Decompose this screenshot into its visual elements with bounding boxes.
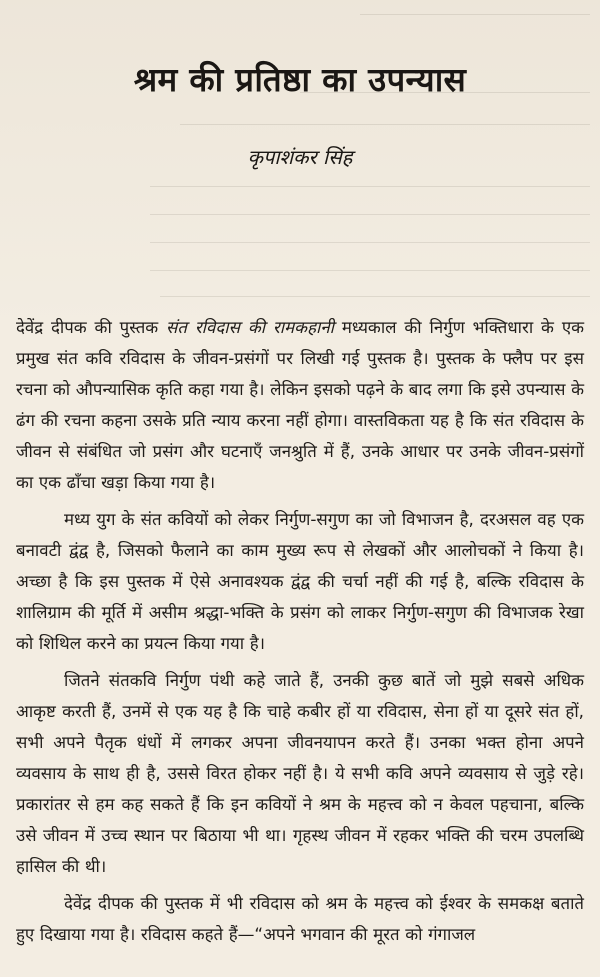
paragraph-3: जितने संतकवि निर्गुण पंथी कहे जाते हैं, उनकी कुछ बातें जो मुझे सबसे अधिक आकृष्ट करती हैं, उनमें से एक यह है कि चाहे कबीर हों या रविदास, सेना हों या दूसरे संत हों, सभी अपने पैतृक धंधों में लगकर अपना जीवनयापन करते हैं। उनका भक्त होना अपने व्यवसाय के साथ ही है, उससे विरत होकर नहीं है। ये सभी कवि अपने व्यवसाय से जुड़े रहे। प्रकारांतर से हम कह सकते हैं कि इन कवियों ने श्रम के महत्त्व को न केवल पहचाना, बल्कि उसे जीवन में उच्च स्थान पर बिठाया भी था। गृहस्थ जीवन में रहकर भक्ति की चरम उपलब्धि हासिल की थी। [16, 670, 584, 876]
bleed-through-line [160, 296, 590, 297]
article-body [16, 312, 584, 956]
bleed-through-line [150, 186, 590, 187]
paragraph-1-lead: देवेंद्र दीपक की पुस्तक [16, 317, 167, 337]
book-title: संत रविदास की रामकहानी [166, 317, 334, 337]
paragraph-2: मध्य युग के संत कवियों को लेकर निर्गुण-सगुण का जो विभाजन है, दरअसल वह एक बनावटी द्वंद्व है, जिसको फैलाने का काम मुख्य रूप से लेखकों और आलोचकों ने किया है। अच्छा है कि इस पुस्तक में ऐसे अनावश्यक द्वंद्व की चर्चा नहीं की गई है, बल्कि रविदास के शालिग्राम की मूर्ति में असीम श्रद्धा-भक्ति के प्रसंग को लाकर निर्गुण-सगुण की विभाजक रेखा को शिथिल करने का प्रयत्न किया गया है। [16, 509, 584, 653]
bleed-through-line [180, 124, 590, 125]
paragraph-1 [16, 312, 584, 498]
bleed-through-line [150, 270, 590, 271]
bleed-through-line [360, 14, 590, 15]
bleed-through-line [150, 214, 590, 215]
bleed-through-line [150, 242, 590, 243]
paragraph-4: देवेंद्र दीपक की पुस्तक में भी रविदास को श्रम के महत्त्व को ईश्वर के समकक्ष बताते हुए दिखाया गया है। रविदास कहते हैं—“अपने भगवान की मूरत को गंगाजल [16, 893, 584, 944]
author-name: कृपाशंकर सिंह [247, 145, 353, 169]
article-title: श्रम की प्रतिष्ठा का उपन्यास [133, 60, 467, 100]
paragraph-1-rest: मध्यकाल की निर्गुण भक्तिधारा के एक प्रमुख संत कवि रविदास के जीवन-प्रसंगों पर लिखी गई पुस्तक है। पुस्तक के फ्लैप पर इस रचना को औपन्यासिक कृति कहा गया है। लेकिन इसको पढ़ने के बाद लगा कि इसे उपन्यास के ढंग की रचना कहना उसके प्रति न्याय करना नहीं होगा। वास्तविकता यह है कि संत रविदास के जीवन से संबंधित जो प्रसंग और घटनाएँ जनश्रुति में हैं, उनके आधार पर उनके जीवन-प्रसंगों का एक ढाँचा खड़ा किया गया है। [16, 317, 584, 492]
